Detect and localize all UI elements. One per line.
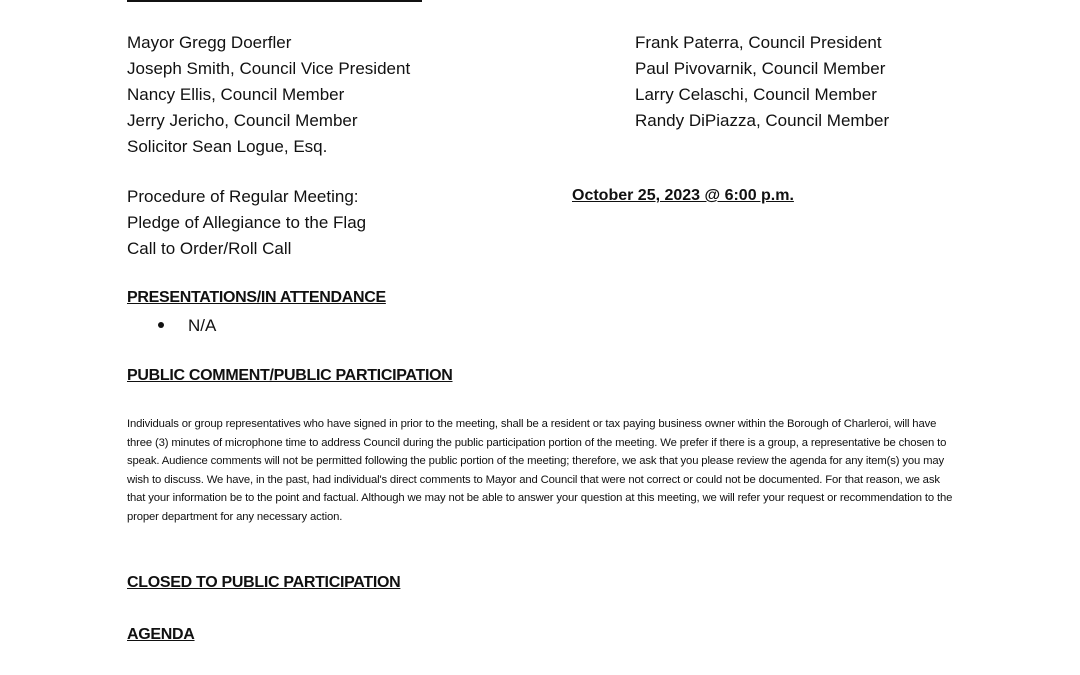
member-president: Frank Paterra, Council President — [635, 33, 882, 52]
public-comment-heading: PUBLIC COMMENT/PUBLIC PARTICIPATION — [127, 367, 453, 384]
procedure-roll-call: Call to Order/Roll Call — [127, 239, 292, 258]
bullet-icon — [158, 322, 164, 328]
member-mayor: Mayor Gregg Doerfler — [127, 33, 292, 52]
member-vice-president: Joseph Smith, Council Vice President — [127, 59, 411, 78]
agenda-heading: AGENDA — [127, 626, 195, 643]
procedure-pledge: Pledge of Allegiance to the Flag — [127, 213, 367, 232]
member-pivovarnik: Paul Pivovarnik, Council Member — [635, 59, 886, 78]
member-jericho: Jerry Jericho, Council Member — [127, 111, 358, 130]
member-dipiazza: Randy DiPiazza, Council Member — [635, 111, 890, 130]
member-solicitor: Solicitor Sean Logue, Esq. — [127, 137, 328, 156]
presentations-item-text: N/A — [188, 316, 217, 335]
meeting-date: October 25, 2023 @ 6:00 p.m. — [572, 187, 794, 204]
presentations-item — [158, 315, 216, 337]
member-celaschi: Larry Celaschi, Council Member — [635, 85, 877, 104]
public-comment-paragraph: Individuals or group representatives who have signed in prior to the meeting, shall be a resident or tax paying business owner within the Borough of Charleroi, will have three (3) minutes of microphone time to address Council during the public participation portion of the meeting. We prefer if there is a group, a representative be chosen to speak. Audience comments will not be permitted following the public portion of the meeting; therefore, we ask that you please review the agenda for any item(s) you may wish to discuss. We have, in the past, had individual's direct comments to Mayor and Council that were not correct or could not be documented. For that reason, we ask that your information be to the point and factual. Although we may not be able to answer your question at this meeting, we will refer your request or recommendation to the proper department for any necessary action. — [127, 418, 953, 523]
presentations-heading: PRESENTATIONS/IN ATTENDANCE — [127, 289, 386, 306]
procedure-title: Procedure of Regular Meeting: — [127, 187, 359, 206]
closed-heading: CLOSED TO PUBLIC PARTICIPATION — [127, 574, 401, 591]
top-rule — [127, 0, 422, 2]
member-ellis: Nancy Ellis, Council Member — [127, 85, 345, 104]
